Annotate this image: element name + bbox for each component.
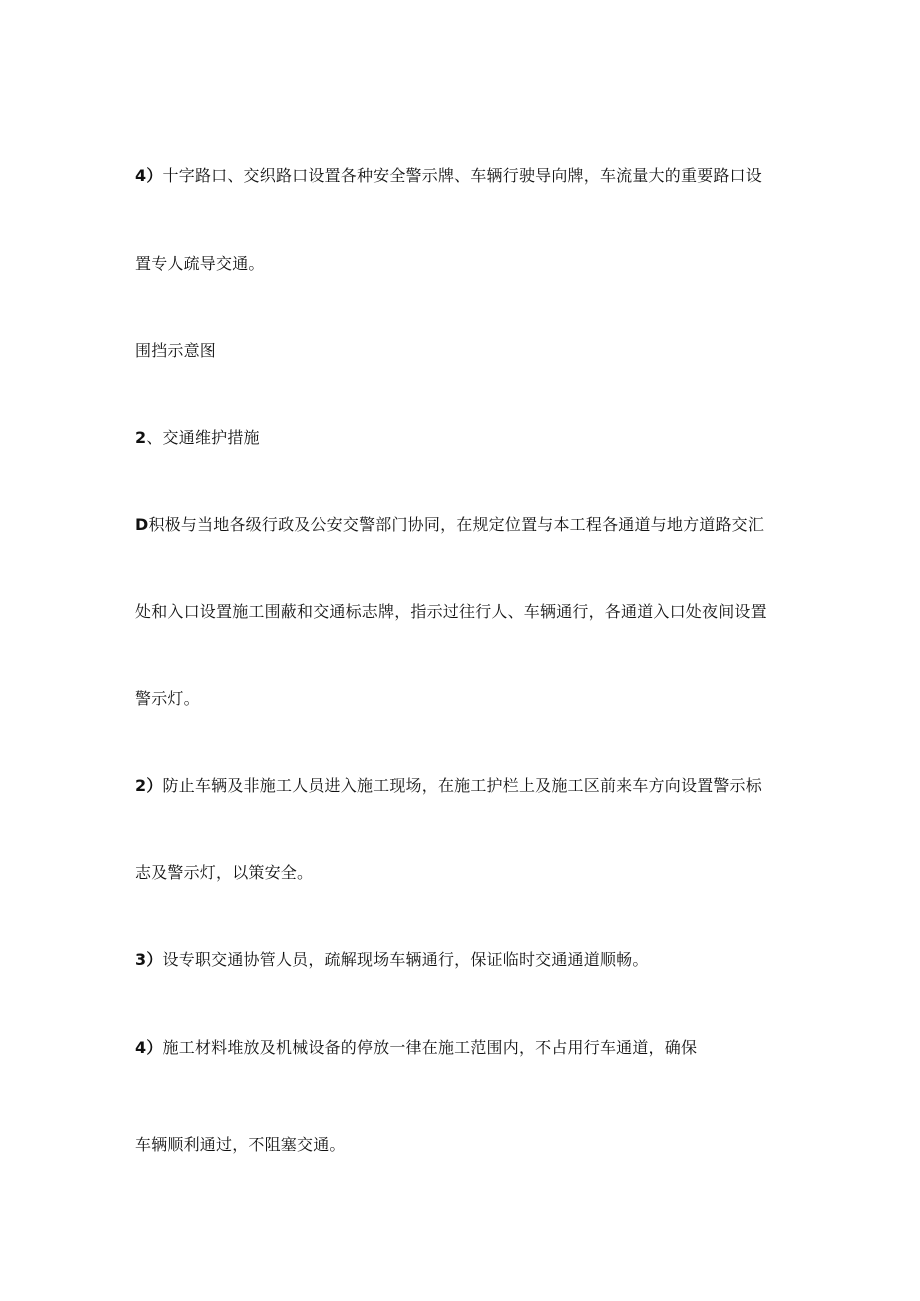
line-text: 处和入口设置施工围蔽和交通标志牌，指示过往行人、车辆通行，各通道入口处夜间设置	[135, 602, 767, 621]
line-text: 施工材料堆放及机械设备的停放一律在施工范围内，不占用行车通道，确保	[162, 1038, 698, 1057]
paragraph-line	[135, 166, 795, 186]
section-heading	[135, 428, 795, 448]
line-text: 十字路口、交织路口设置各种安全警示牌、车辆行驶导向牌，车流量大的重要路口设	[162, 166, 762, 185]
item-number: 4）	[135, 1038, 163, 1057]
item-number: 2）	[135, 776, 163, 795]
item-number: D	[135, 515, 149, 534]
paragraph-line	[135, 254, 795, 274]
paragraph-line	[135, 515, 795, 535]
paragraph-line	[135, 1038, 795, 1058]
paragraph-line	[135, 950, 795, 970]
paragraph-line	[135, 689, 795, 709]
line-text: 防止车辆及非施工人员进入施工现场，在施工护栏上及施工区前来车方向设置警示标	[162, 776, 762, 795]
line-text: 积极与当地各级行政及公安交警部门协同，在规定位置与本工程各通道与地方道路交汇	[148, 515, 765, 534]
paragraph-line	[135, 1135, 795, 1155]
paragraph-line	[135, 863, 795, 883]
item-number: 4）	[135, 166, 163, 185]
line-text: 设专职交通协管人员，疏解现场车辆通行，保证临时交通通道顺畅。	[162, 950, 649, 969]
line-text: 车辆顺利通过，不阻塞交通。	[135, 1135, 346, 1154]
line-text: 围挡示意图	[135, 341, 217, 360]
item-number: 3）	[135, 950, 163, 969]
item-number: 2	[135, 428, 147, 447]
paragraph-line	[135, 776, 795, 796]
paragraph-line	[135, 602, 795, 622]
line-text: 志及警示灯，以策安全。	[135, 863, 314, 882]
line-text: 置专人疏导交通。	[135, 254, 265, 273]
line-text: 、交通维护措施	[146, 428, 260, 447]
figure-caption	[135, 341, 795, 361]
line-text: 警示灯。	[135, 689, 200, 708]
